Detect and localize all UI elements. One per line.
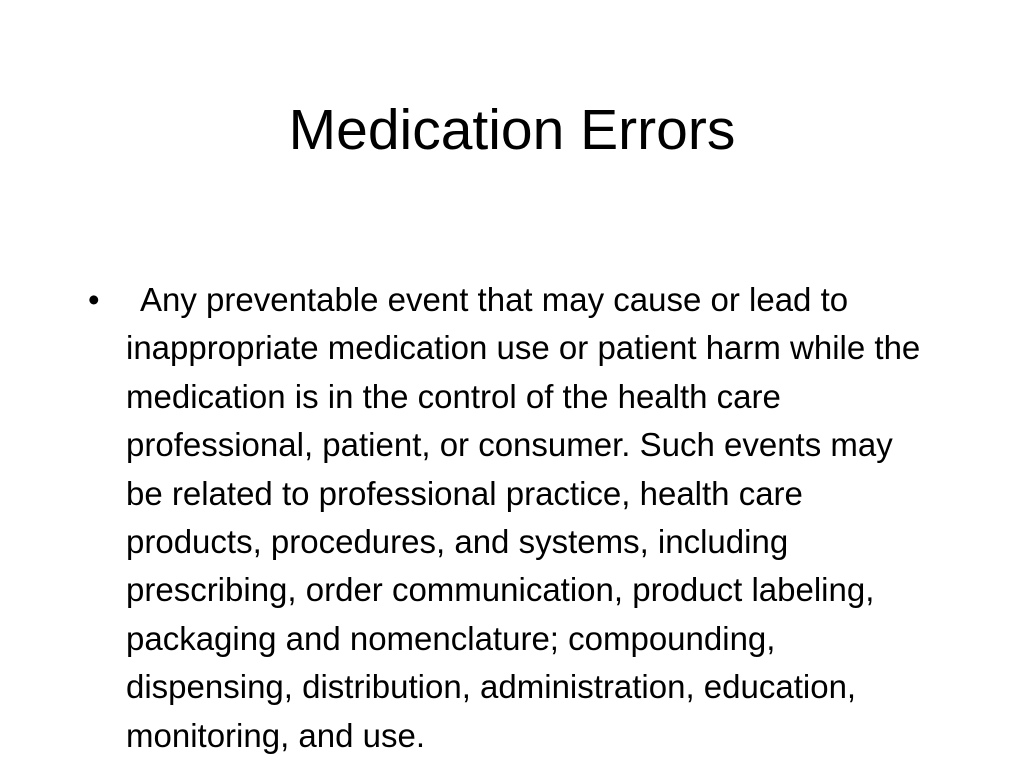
slide-title: Medication Errors [288, 98, 736, 162]
bullet-text: Any preventable event that may cause or lead to inappropriate medication use or patient harm while the medication is in the control of the health care professional, patient, or consumer. Such events may be related to professional practice, health care products, procedures, and systems, including prescribing, order communication, product labeling, packaging and nomenclature; compounding, dispensing, distribution, administration, education, monitoring, and use. [126, 281, 921, 754]
bullet-list [0, 276, 1024, 760]
bullet-marker: • [88, 281, 100, 318]
bullet-item [0, 276, 1024, 760]
